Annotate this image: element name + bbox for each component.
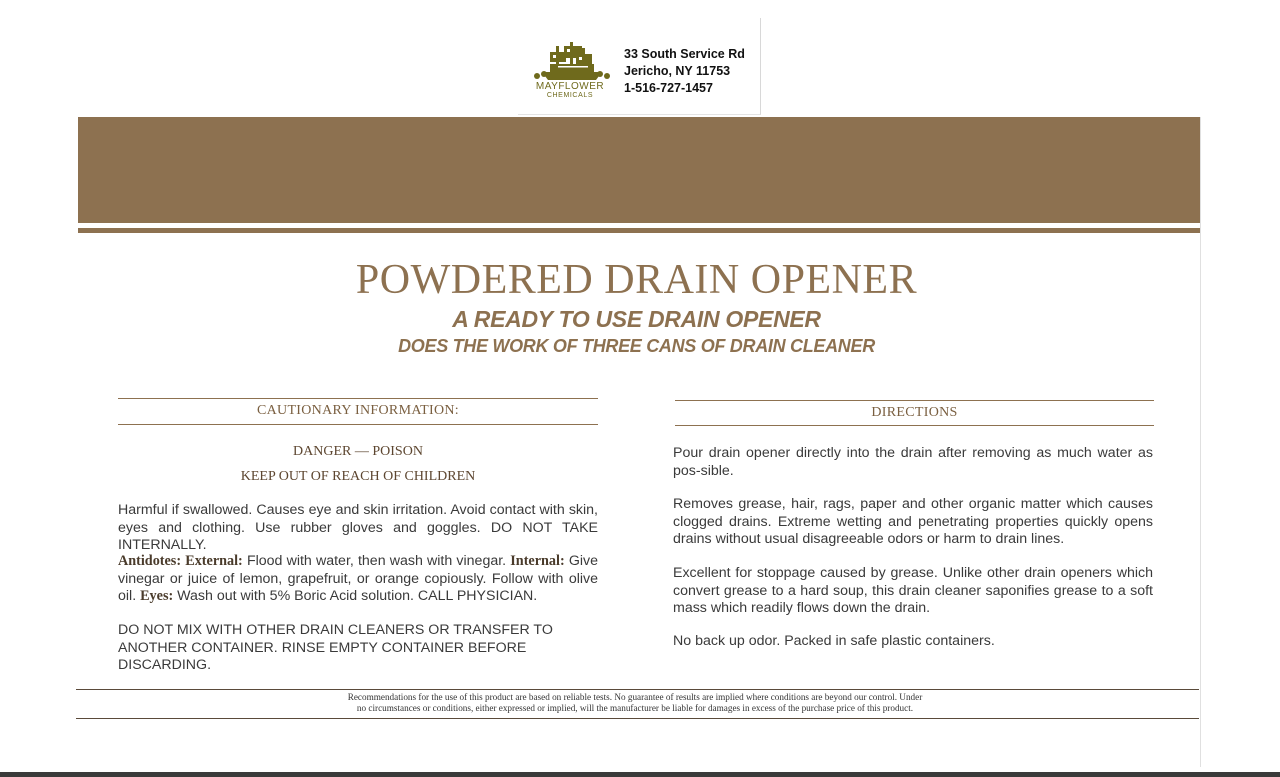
directions-rule-top bbox=[675, 400, 1154, 401]
directions-step-2: Removes grease, hair, rags, paper and other organic matter which causes clogged drains. Extreme wetting and penetrating properties quickly opens drains without usual disagreeable odors or harm to drain lines. bbox=[673, 496, 1153, 547]
caution-rule-top bbox=[118, 398, 598, 399]
logo-subtitle: CHEMICALS bbox=[546, 92, 594, 99]
label-right-edge bbox=[1200, 117, 1201, 767]
directions-step-3: Excellent for stoppage caused by grease. Unlike other drain openers which convert grease to a hard soup, this drain cleaner saponifies grease to a soft mass which readily flows down the drain. bbox=[673, 565, 1153, 616]
internal-text: Give vinegar or juice of lemon, grapefruit, or orange copiously. Follow with olive oil. bbox=[118, 553, 599, 604]
directions-rule-bottom bbox=[675, 425, 1154, 426]
phone-number: 1-516-727-1457 bbox=[624, 81, 713, 95]
internal-label: Internal: bbox=[510, 553, 565, 569]
caution-heading: CAUTIONARY INFORMATION: bbox=[257, 403, 459, 418]
external-label: External: bbox=[185, 553, 243, 569]
antidotes-label: Antidotes: bbox=[118, 553, 182, 569]
disclaimer-line-2: no circumstances or conditions, either expressed or implied, will the manufacturer be liable for damages in excess of the purchase price of this product. bbox=[356, 703, 914, 713]
header-band bbox=[78, 117, 1201, 223]
directions-heading: DIRECTIONS bbox=[871, 405, 958, 420]
caution-rule-bottom bbox=[118, 424, 598, 425]
header-band-rule bbox=[78, 228, 1201, 233]
mayflower-ship-logo bbox=[528, 40, 612, 82]
address-sticker bbox=[518, 18, 761, 115]
logo-wordmark: MAYFLOWER bbox=[535, 81, 605, 92]
address-city: Jericho, NY 11753 bbox=[624, 64, 731, 78]
external-text: Flood with water, then wash with vinegar. bbox=[246, 553, 507, 569]
product-title: POWDERED DRAIN OPENER bbox=[355, 257, 918, 303]
scan-bottom-edge bbox=[0, 772, 1280, 777]
directions-step-1: Pour drain opener directly into the drain after removing as much water as pos-sible. bbox=[673, 445, 1153, 479]
product-tagline: DOES THE WORK OF THREE CANS OF DRAIN CLEANER bbox=[398, 336, 875, 356]
mixing-warning: DO NOT MIX WITH OTHER DRAIN CLEANERS OR TRANSFER TO ANOTHER CONTAINER. RINSE EMPTY CONTAINER BEFORE DISCARDING. bbox=[118, 622, 553, 673]
antidotes-text bbox=[118, 553, 598, 606]
product-subtitle: A READY TO USE DRAIN OPENER bbox=[452, 306, 821, 332]
address-street: 33 South Service Rd bbox=[624, 47, 745, 61]
liability-disclaimer bbox=[300, 692, 970, 714]
caution-hazard-text: Harmful if swallowed. Causes eye and skin irritation. Avoid contact with skin, eyes and clothing. Use rubber gloves and goggles. DO NOT TAKE INTERNALLY. bbox=[118, 502, 598, 553]
children-warning: KEEP OUT OF REACH OF CHILDREN bbox=[240, 469, 476, 484]
disclaimer-line-1: Recommendations for the use of this product are based on reliable tests. No guarantee of results are implied where conditions are beyond our control. Under bbox=[347, 692, 923, 702]
eyes-text: Wash out with 5% Boric Acid solution. CALL PHYSICIAN. bbox=[177, 588, 538, 604]
eyes-label: Eyes: bbox=[140, 588, 174, 604]
footer-rule-bottom bbox=[76, 718, 1199, 719]
company-address bbox=[624, 46, 745, 97]
footer-rule-top bbox=[76, 689, 1199, 690]
directions-step-4: No back up odor. Packed in safe plastic containers. bbox=[673, 633, 995, 649]
danger-warning: DANGER — POISON bbox=[293, 444, 423, 459]
